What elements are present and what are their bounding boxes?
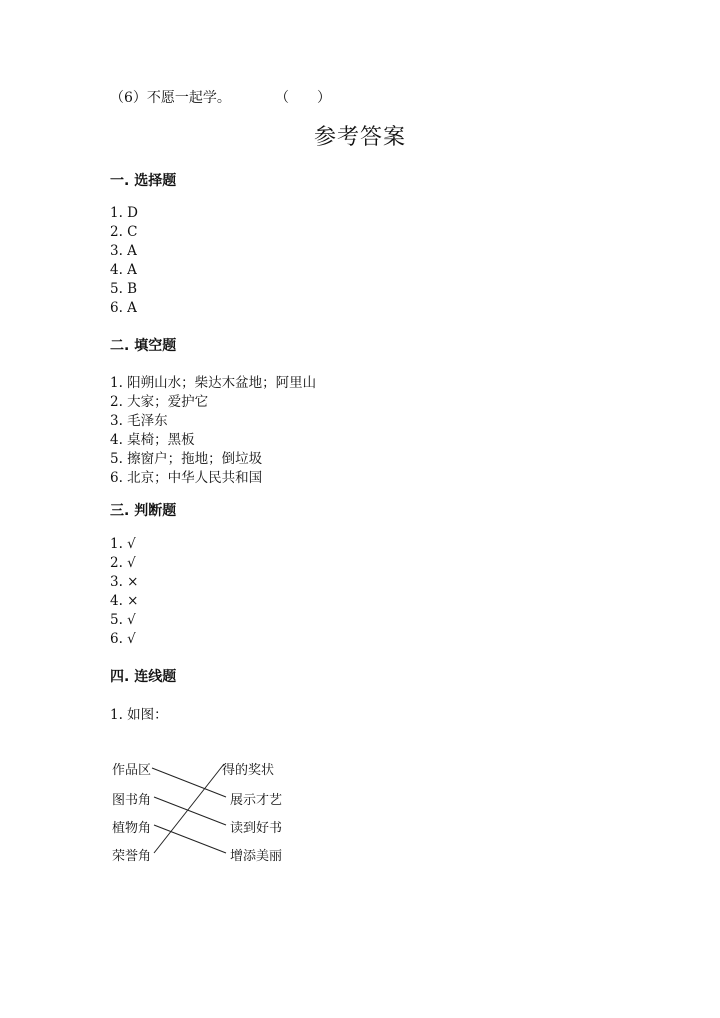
page-title: 参考答案	[313, 125, 406, 150]
match-right-item: 得的奖状	[222, 763, 275, 778]
answer-item: 6. A	[110, 300, 137, 316]
section-heading-matching: 四. 连线题	[110, 669, 177, 685]
answer-item: 5. 擦窗户；拖地；倒垃圾	[110, 451, 263, 467]
matching-lines	[100, 750, 260, 870]
match-right-item: 读到好书	[230, 821, 283, 836]
answer-item: 5. B	[110, 281, 138, 297]
answer-item: 2. √	[110, 555, 136, 571]
answer-item: 6. √	[110, 631, 136, 647]
answer-item: 2. 大家；爱护它	[110, 394, 209, 410]
section-heading-judge: 三. 判断题	[110, 503, 177, 519]
answer-item: 5. √	[110, 612, 136, 628]
match-line	[154, 797, 226, 825]
answer-item: 1. D	[110, 205, 138, 221]
match-line	[154, 764, 224, 853]
match-right-item: 展示才艺	[230, 793, 283, 808]
answer-item: 1. √	[110, 536, 136, 552]
answer-item: 1. 如图：	[110, 707, 168, 723]
section-heading-fill: 二. 填空题	[110, 338, 177, 354]
answer-item: 2. C	[110, 224, 138, 240]
answer-item: 3. ×	[110, 574, 139, 590]
match-left-item: 植物角	[112, 821, 152, 836]
answer-item: 4. A	[110, 262, 137, 278]
answer-item: 3. 毛泽东	[110, 413, 168, 429]
match-left-item: 荣誉角	[112, 849, 152, 864]
match-left-item: 作品区	[112, 763, 152, 778]
answer-item: 3. A	[110, 243, 137, 259]
answer-item: 1. 阳朔山水；柴达木盆地；阿里山	[110, 375, 317, 391]
answer-item: 4. 桌椅；黑板	[110, 432, 195, 448]
match-right-item: 增添美丽	[230, 849, 283, 864]
match-left-item: 图书角	[112, 793, 152, 808]
answer-item: 6. 北京；中华人民共和国	[110, 470, 263, 486]
answer-item: 4. ×	[110, 593, 139, 609]
section-heading-choice: 一. 选择题	[110, 173, 177, 189]
answer-parenthesis: （ ）	[275, 90, 331, 106]
previous-question-text: （6）不愿一起学。	[110, 90, 231, 106]
match-line	[152, 768, 226, 797]
